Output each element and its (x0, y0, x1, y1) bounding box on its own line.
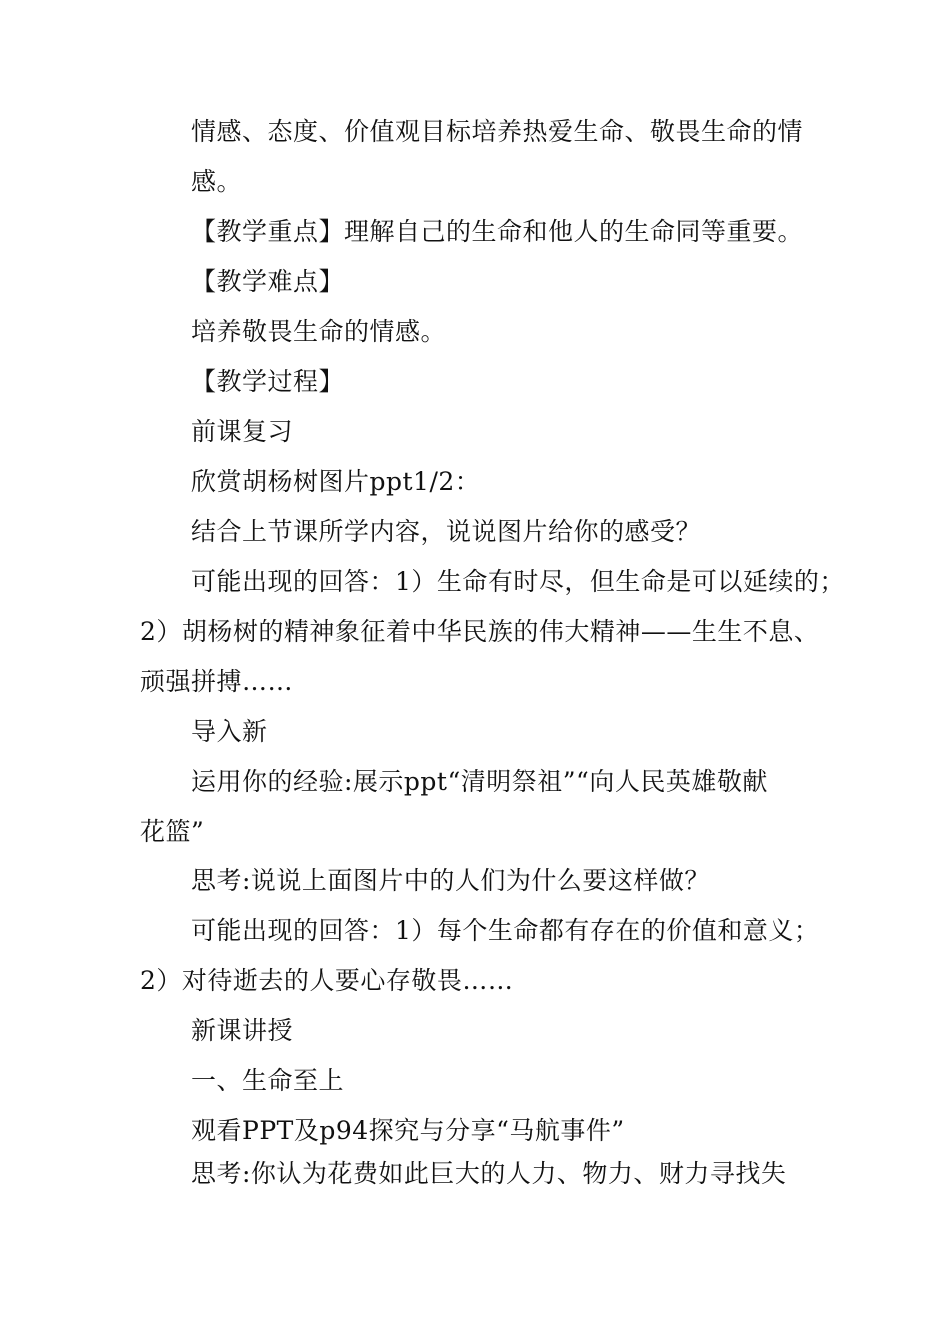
paragraph-line: 欣赏胡杨树图片ppt1/2： (191, 467, 481, 496)
paragraph-line: 2）胡杨树的精神象征着中华民族的伟大精神——生生不息、 (140, 617, 820, 646)
paragraph-line: 思考:说说上面图片中的人们为什么要这样做？ (191, 866, 710, 895)
paragraph-line: 可能出现的回答：1）每个生命都有存在的价值和意义； (191, 916, 820, 945)
section-heading-process: 【教学过程】 (191, 367, 345, 396)
paragraph-line: 顽强拼搏…… (140, 667, 294, 696)
subsection-heading: 一、生命至上 (191, 1066, 345, 1095)
section-heading-key-points: 【教学重点】理解自己的生命和他人的生命同等重要。 (191, 217, 804, 246)
subsection-heading: 新课讲授 (191, 1016, 294, 1045)
subsection-heading: 前课复习 (191, 417, 294, 446)
paragraph-line: 情感、态度、价值观目标培养热爱生命、敬畏生命的情 (191, 117, 804, 146)
paragraph-line: 2）对待逝去的人要心存敬畏…… (140, 966, 514, 995)
section-heading-difficulties: 【教学难点】 (191, 267, 345, 296)
paragraph-line: 感。 (191, 167, 243, 196)
paragraph-line: 思考:你认为花费如此巨大的人力、物力、财力寻找失 (191, 1159, 787, 1188)
paragraph-line: 可能出现的回答：1）生命有时尽，但生命是可以延续的； (191, 567, 845, 596)
paragraph-line: 观看PPT及p94探究与分享“马航事件” (191, 1116, 625, 1145)
paragraph-line: 运用你的经验:展示ppt“清明祭祖”“向人民英雄敬献 (191, 767, 768, 796)
paragraph-line: 花篮” (140, 817, 205, 846)
subsection-heading: 导入新 (191, 717, 268, 746)
paragraph-line: 培养敬畏生命的情感。 (191, 317, 447, 346)
paragraph-line: 结合上节课所学内容，说说图片给你的感受？ (191, 517, 702, 546)
